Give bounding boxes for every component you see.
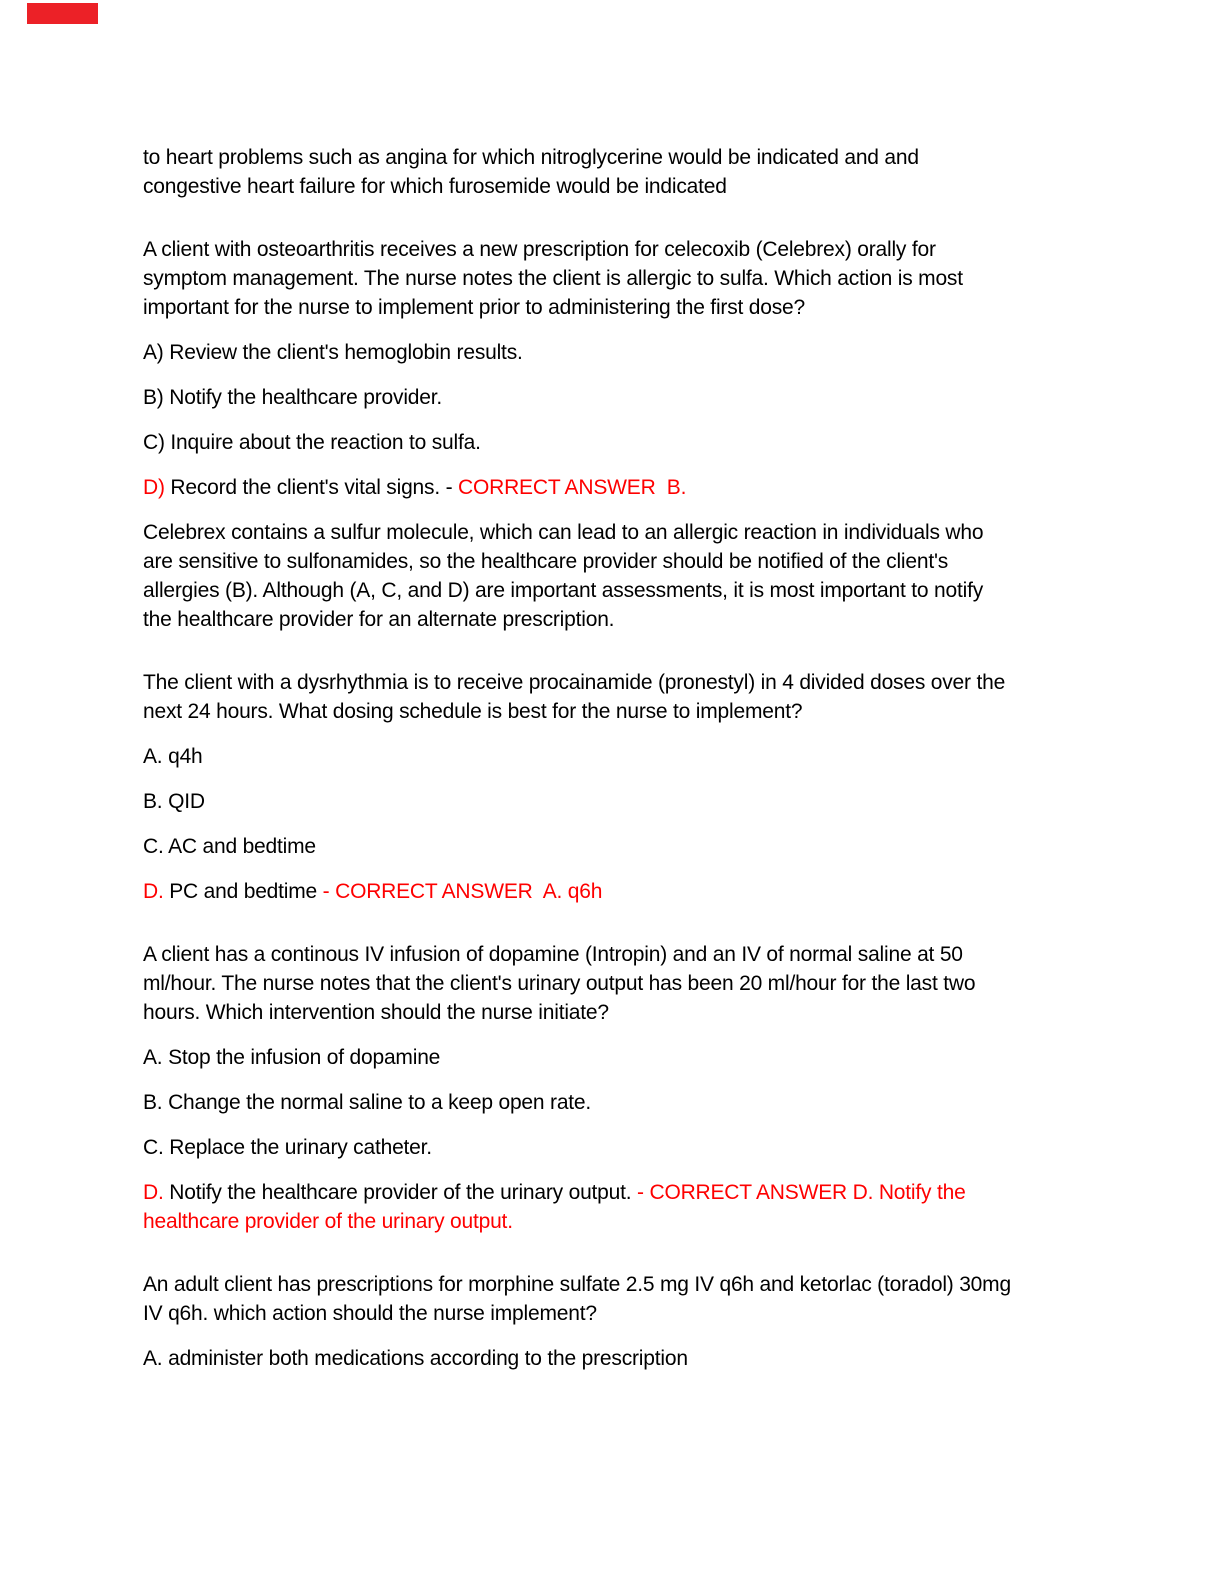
redaction-mark bbox=[27, 3, 98, 24]
option-label: D. bbox=[143, 1181, 164, 1204]
option-text: AC and bedtime bbox=[163, 835, 316, 858]
text-line bbox=[143, 877, 1093, 906]
option-label: A) bbox=[143, 341, 164, 364]
question-stem bbox=[143, 668, 1093, 726]
text-line bbox=[143, 787, 1093, 816]
option-text: Change the normal saline to a keep open rate. bbox=[162, 1091, 592, 1114]
text-line bbox=[143, 742, 1093, 771]
correct-answer-text: healthcare provider of the urinary output. bbox=[143, 1210, 513, 1233]
option-text: administer both medications according to the prescription bbox=[162, 1347, 688, 1370]
option-d-answer bbox=[143, 1178, 1093, 1236]
text-line: The client with a dysrhythmia is to receive procainamide (pronestyl) in 4 divided doses over the bbox=[143, 671, 1006, 694]
option-label: D) bbox=[143, 476, 165, 499]
option-a bbox=[143, 1043, 1093, 1072]
option-label: B. bbox=[143, 1091, 163, 1114]
option-b bbox=[143, 383, 1093, 412]
text-line bbox=[143, 428, 1093, 457]
text-line bbox=[143, 1133, 1093, 1162]
option-c bbox=[143, 428, 1093, 457]
option-label: C. bbox=[143, 1136, 164, 1159]
question-stem bbox=[143, 1270, 1093, 1328]
text-line: congestive heart failure for which furosemide would be indicated bbox=[143, 175, 727, 198]
option-d-answer bbox=[143, 473, 1093, 502]
document-content bbox=[143, 143, 1093, 1389]
text-line bbox=[143, 1344, 1093, 1373]
text-line bbox=[143, 1207, 1093, 1236]
text-line: hours. Which intervention should the nurse initiate? bbox=[143, 1001, 609, 1024]
question-stem bbox=[143, 940, 1093, 1027]
correct-answer-text: CORRECT ANSWER B. bbox=[458, 476, 687, 499]
option-text: Notify the healthcare provider of the urinary output. bbox=[163, 1181, 638, 1204]
text-line: to heart problems such as angina for which nitroglycerine would be indicated and and bbox=[143, 146, 919, 169]
option-c bbox=[143, 832, 1093, 861]
question-block-3 bbox=[143, 940, 1093, 1236]
text-line: allergies (B). Although (A, C, and D) are important assessments, it is most important to notify bbox=[143, 579, 984, 602]
correct-answer-text: - CORRECT ANSWER D. Notify the bbox=[637, 1181, 966, 1204]
option-text: PC and bedtime bbox=[163, 880, 323, 903]
text-line: the healthcare provider for an alternate prescription. bbox=[143, 608, 615, 631]
text-line bbox=[143, 1043, 1093, 1072]
text-line: ml/hour. The nurse notes that the client's urinary output has been 20 ml/hour for the last two bbox=[143, 972, 976, 995]
text-line: symptom management. The nurse notes the client is allergic to sulfa. Which action is most bbox=[143, 267, 963, 290]
text-line: A client with osteoarthritis receives a new prescription for celecoxib (Celebrex) orally for bbox=[143, 238, 936, 261]
explanation-paragraph bbox=[143, 518, 1093, 634]
option-label: A. bbox=[143, 1046, 163, 1069]
option-a bbox=[143, 338, 1093, 367]
option-label: C. bbox=[143, 835, 164, 858]
question-block-2 bbox=[143, 668, 1093, 906]
text-line bbox=[143, 1088, 1093, 1117]
text-line bbox=[143, 1178, 1093, 1207]
option-label: A. bbox=[143, 1347, 163, 1370]
text-line bbox=[143, 338, 1093, 367]
option-a bbox=[143, 1344, 1093, 1373]
option-text: Notify the healthcare provider. bbox=[163, 386, 443, 409]
text-line: are sensitive to sulfonamides, so the healthcare provider should be notified of the client's bbox=[143, 550, 949, 573]
text-line: IV q6h. which action should the nurse implement? bbox=[143, 1302, 597, 1325]
option-text: Review the client's hemoglobin results. bbox=[163, 341, 523, 364]
option-label: C) bbox=[143, 431, 165, 454]
question-stem bbox=[143, 235, 1093, 322]
option-label: B. bbox=[143, 790, 163, 813]
option-b bbox=[143, 1088, 1093, 1117]
option-text: Inquire about the reaction to sulfa. bbox=[164, 431, 481, 454]
option-text: q4h bbox=[162, 745, 203, 768]
text-line: An adult client has prescriptions for morphine sulfate 2.5 mg IV q6h and ketorlac (toradol) 30mg bbox=[143, 1273, 1011, 1296]
text-line bbox=[143, 832, 1093, 861]
option-b bbox=[143, 787, 1093, 816]
intro-paragraph bbox=[143, 143, 1093, 201]
option-c bbox=[143, 1133, 1093, 1162]
option-text: Record the client's vital signs. - bbox=[164, 476, 459, 499]
text-line: next 24 hours. What dosing schedule is best for the nurse to implement? bbox=[143, 700, 803, 723]
text-line: important for the nurse to implement prior to administering the first dose? bbox=[143, 296, 805, 319]
question-block-1 bbox=[143, 235, 1093, 634]
option-text: Stop the infusion of dopamine bbox=[162, 1046, 441, 1069]
question-block-4 bbox=[143, 1270, 1093, 1373]
option-label: A. bbox=[143, 745, 163, 768]
option-text: Replace the urinary catheter. bbox=[163, 1136, 432, 1159]
option-label: B) bbox=[143, 386, 164, 409]
text-line: A client has a continous IV infusion of dopamine (Intropin) and an IV of normal saline at 50 bbox=[143, 943, 963, 966]
option-d-answer bbox=[143, 877, 1093, 906]
option-label: D. bbox=[143, 880, 164, 903]
option-text: QID bbox=[162, 790, 205, 813]
option-a bbox=[143, 742, 1093, 771]
text-line bbox=[143, 473, 1093, 502]
text-line bbox=[143, 383, 1093, 412]
text-line: Celebrex contains a sulfur molecule, which can lead to an allergic reaction in individuals who bbox=[143, 521, 984, 544]
correct-answer-text: - CORRECT ANSWER A. q6h bbox=[322, 880, 603, 903]
